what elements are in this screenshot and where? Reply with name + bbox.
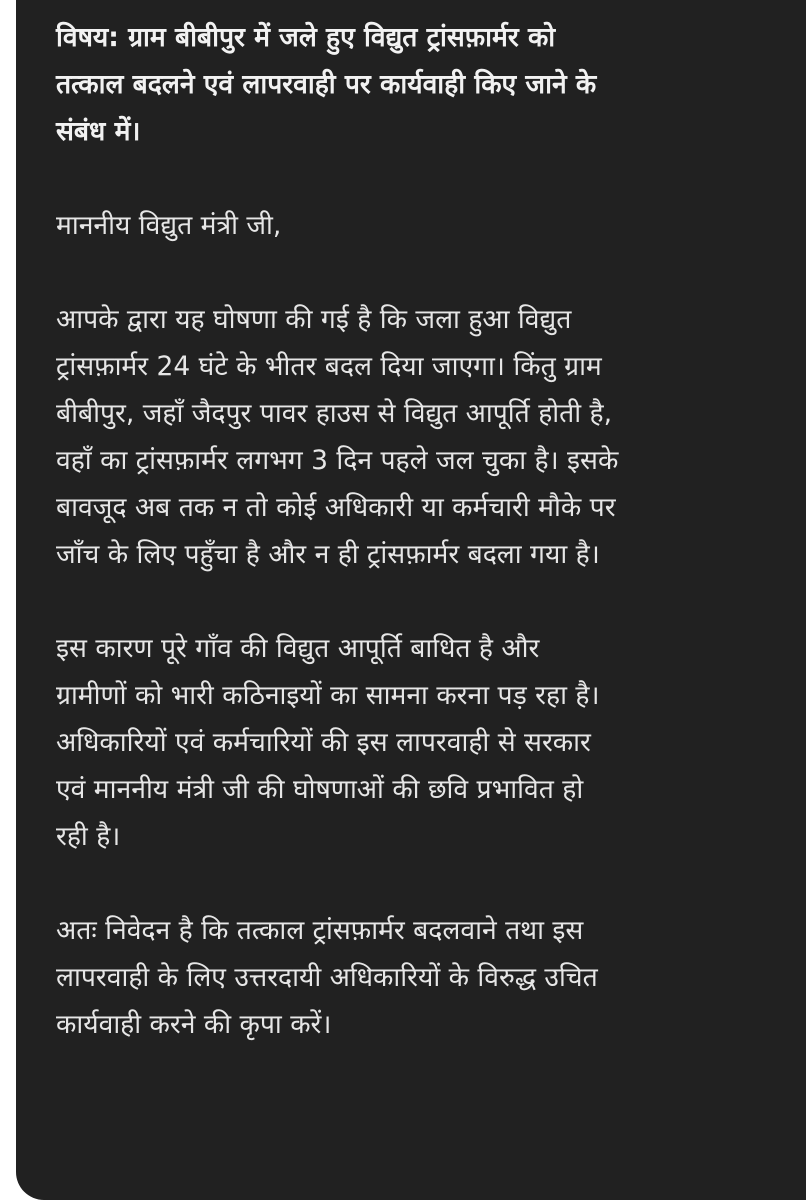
- paragraph-line: इस कारण पूरे गाँव की विद्युत आपूर्ति बाधित है और: [56, 633, 540, 664]
- paragraph-line: वहाँ का ट्रांसफ़ार्मर लगभग 3 दिन पहले जल चुका है। इसके: [56, 445, 619, 476]
- paragraph-line: रही है।: [56, 821, 121, 852]
- paragraph-line: एवं माननीय मंत्री जी की घोषणाओं की छवि प्रभावित हो: [56, 774, 584, 805]
- subject-line: विषय: ग्राम बीबीपुर में जले हुए विद्युत ट्रांसफ़ार्मर को: [56, 22, 556, 53]
- paragraph-line: बीबीपुर, जहाँ जैदपुर पावर हाउस से विद्युत आपूर्ति होती है,: [56, 398, 613, 429]
- subject-line: संबंध में।: [56, 116, 141, 147]
- paragraph-line: अधिकारियों एवं कर्मचारियों की इस लापरवाही से सरकार: [56, 727, 591, 758]
- paragraph-line: ट्रांसफ़ार्मर 24 घंटे के भीतर बदल दिया जाएगा। किंतु ग्राम: [56, 351, 602, 382]
- salutation: [56, 202, 766, 249]
- message-bubble: [16, 0, 806, 1200]
- paragraph-line: अतः निवेदन है कि तत्काल ट्रांसफ़ार्मर बदलवाने तथा इस: [56, 915, 584, 946]
- salutation-text: माननीय विद्युत मंत्री जी,: [56, 210, 282, 241]
- body-paragraph-1: [56, 296, 766, 578]
- paragraph-line: बावजूद अब तक न तो कोई अधिकारी या कर्मचारी मौके पर: [56, 492, 616, 523]
- paragraph-line: जाँच के लिए पहुँचा है और न ही ट्रांसफ़ार्मर बदला गया है।: [56, 539, 600, 570]
- paragraph-line: कार्यवाही करने की कृपा करें।: [56, 1009, 332, 1040]
- paragraph-line: आपके द्वारा यह घोषणा की गई है कि जला हुआ विद्युत: [56, 304, 572, 335]
- subject-heading: [56, 14, 766, 155]
- body-paragraph-3: [56, 907, 766, 1048]
- subject-line: तत्काल बदलने एवं लापरवाही पर कार्यवाही किए जाने के: [56, 69, 597, 100]
- paragraph-line: ग्रामीणों को भारी कठिनाइयों का सामना करना पड़ रहा है।: [56, 680, 600, 711]
- body-paragraph-2: [56, 625, 766, 860]
- paragraph-line: लापरवाही के लिए उत्तरदायी अधिकारियों के विरुद्ध उचित: [56, 962, 598, 993]
